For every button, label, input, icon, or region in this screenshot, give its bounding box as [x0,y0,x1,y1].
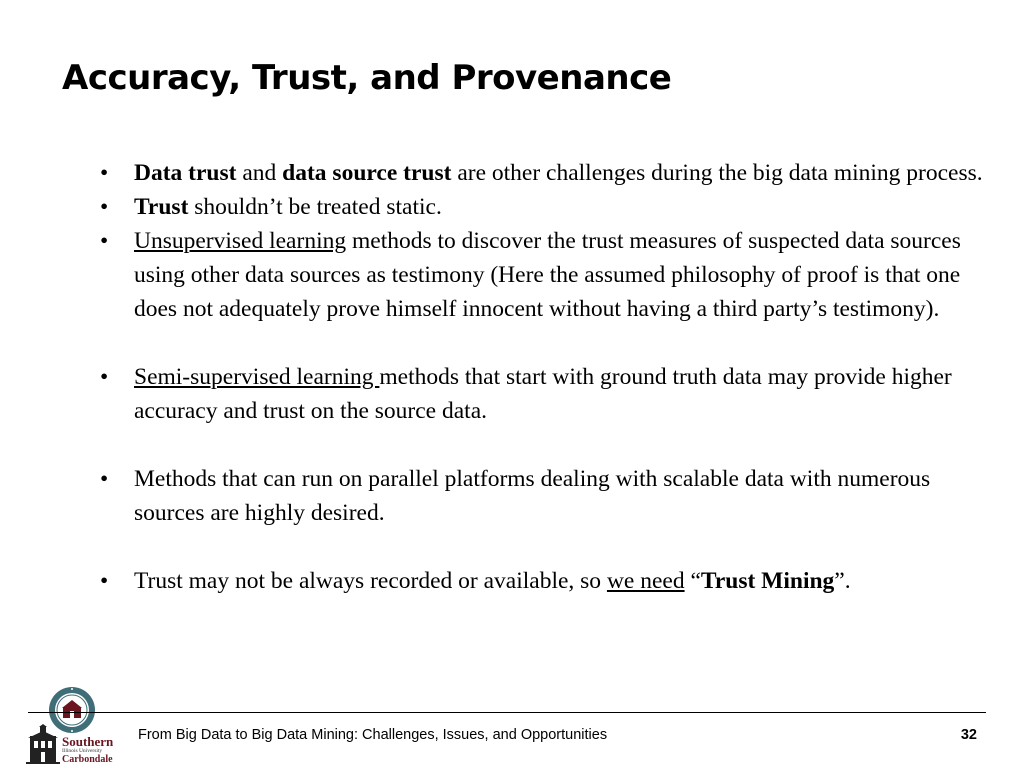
logo-line-3: Carbondale [62,753,113,765]
bullet-text: and [236,160,283,186]
bullet-unsupervised [100,224,990,326]
bullet-text: Methods that can run on parallel platforms dealing with scalable data with numerous sources are highly desired. [134,466,931,526]
spacer [100,326,990,360]
slide-title: Accuracy, Trust, and Provenance [62,58,672,98]
bullet-text: shouldn’t be treated static. [188,194,442,220]
bullet-text: “ [684,568,701,594]
logo-line-2: Illinois University [62,748,103,754]
bullet-text: methods that start with ground truth data may provide higher accuracy and trust on the source data. [134,364,952,424]
bullet-bold-term: Trust Mining [700,568,835,594]
spacer [100,428,990,462]
university-logo-text [62,735,122,765]
bullet-list [100,156,990,598]
university-building-icon [26,724,60,764]
bullet-bold-term: data source trust [282,160,452,186]
bullet-bold-term: Data trust [134,160,237,186]
bullet-data-trust [100,156,990,190]
bullet-trust-mining [100,564,990,598]
bullet-trust-static [100,190,990,224]
bullet-underlined-term: we need [606,568,685,594]
footer-title: From Big Data to Big Data Mining: Challenges, Issues, and Opportunities [138,727,608,743]
bullet-text: ”. [834,568,851,594]
bullet-parallel-methods [100,462,990,530]
page-number: 32 [960,727,977,743]
bullet-underlined-term: Semi-supervised learning [134,364,380,390]
bullet-semi-supervised [100,360,990,428]
bullet-text: Trust may not be always recorded or available, so [134,568,607,594]
bullet-underlined-term: Unsupervised learning [134,228,347,254]
footer-divider [28,712,986,713]
bullet-text: are other challenges during the big data mining process. [451,160,983,186]
logo-line-1: Southern [62,734,114,749]
bullet-bold-term: Trust [134,194,189,220]
spacer [100,530,990,564]
bullet-text: methods to discover the trust measures of suspected data sources using other data sources as testimony (Here the assumed philosophy of proof is that one does not adequately prove himself innocent without having a third party’s testimony). [134,228,961,322]
